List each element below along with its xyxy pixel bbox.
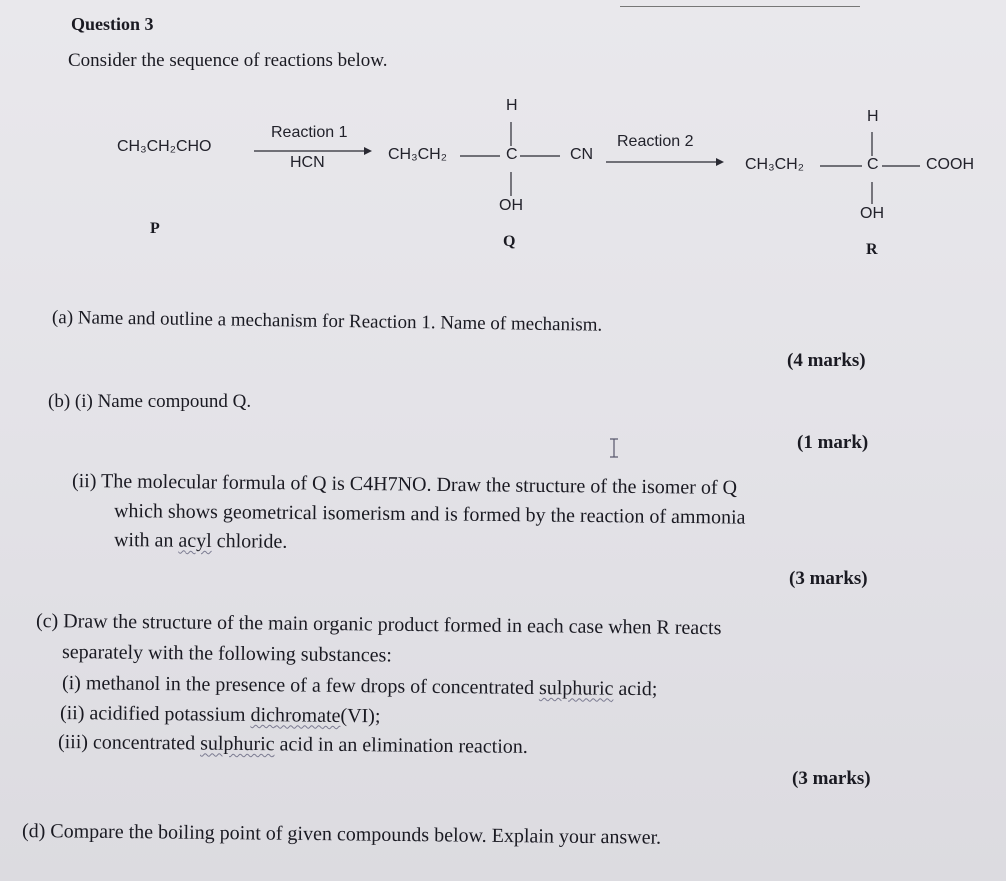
compound-r-center: C — [867, 156, 879, 173]
compound-q-bonds — [460, 116, 570, 200]
question-c-iii: (iii) concentrated sulphuric acid in an elimination reaction. — [57, 731, 528, 758]
reaction1-label: Reaction 1 — [271, 124, 348, 141]
compound-p-label: P — [150, 220, 160, 237]
compound-p-formula: CH₃CH₂CHO — [117, 138, 212, 155]
reaction1-arrow — [254, 144, 374, 158]
question-c-line2: separately with the following substances: — [61, 641, 393, 667]
question-title: Question 3 — [71, 14, 154, 34]
compound-r-top: H — [867, 108, 879, 125]
question-b-ii-line3: with an acyl chloride. — [113, 529, 288, 553]
question-d-text: (d) Compare the boiling point of given compounds below. Explain your answer. — [21, 820, 662, 849]
text-cursor-icon — [608, 437, 620, 459]
question-b-ii-line1: (ii) The molecular formula of Q is C4H7NO. Draw the structure of the isomer of Q — [71, 470, 738, 499]
reaction1-reagent: HCN — [290, 154, 325, 171]
compound-r-label: R — [866, 241, 878, 258]
compound-q-label: Q — [503, 233, 516, 250]
question-b-ii-line2: which shows geometrical isomerism and is formed by the reaction of ammonia — [113, 500, 746, 529]
compound-r-bottom: OH — [860, 205, 884, 222]
question-c-ii: (ii) acidified potassium dichromate(VI); — [59, 702, 381, 728]
reaction2-arrow — [606, 155, 726, 169]
compound-r-right: COOH — [926, 156, 974, 173]
compound-q-bottom: OH — [499, 197, 523, 214]
question-b-ii-marks: (3 marks) — [789, 568, 868, 589]
compound-q-top: H — [506, 97, 518, 114]
question-a-marks: (4 marks) — [787, 350, 866, 371]
page-top-edge — [620, 0, 860, 7]
question-b-i-marks: (1 mark) — [797, 432, 869, 453]
compound-q-center: C — [506, 146, 518, 163]
question-intro: Consider the sequence of reactions below. — [68, 50, 388, 71]
question-c-line1: (c) Draw the structure of the main organic product formed in each case when R reacts — [35, 610, 722, 640]
compound-r-bonds — [820, 126, 930, 210]
compound-q-right: CN — [570, 146, 594, 163]
compound-q-left: CH₃CH₂ — [388, 146, 447, 163]
question-c-marks: (3 marks) — [792, 768, 871, 789]
question-b-i-text: (b) (i) Name compound Q. — [48, 391, 252, 412]
question-c-i: (i) methanol in the presence of a few drops of concentrated sulphuric acid; — [61, 672, 658, 701]
compound-r-left: CH₃CH₂ — [745, 156, 804, 173]
question-a-text: (a) Name and outline a mechanism for Reaction 1. Name of mechanism. — [51, 307, 603, 336]
reaction2-label: Reaction 2 — [617, 133, 694, 150]
